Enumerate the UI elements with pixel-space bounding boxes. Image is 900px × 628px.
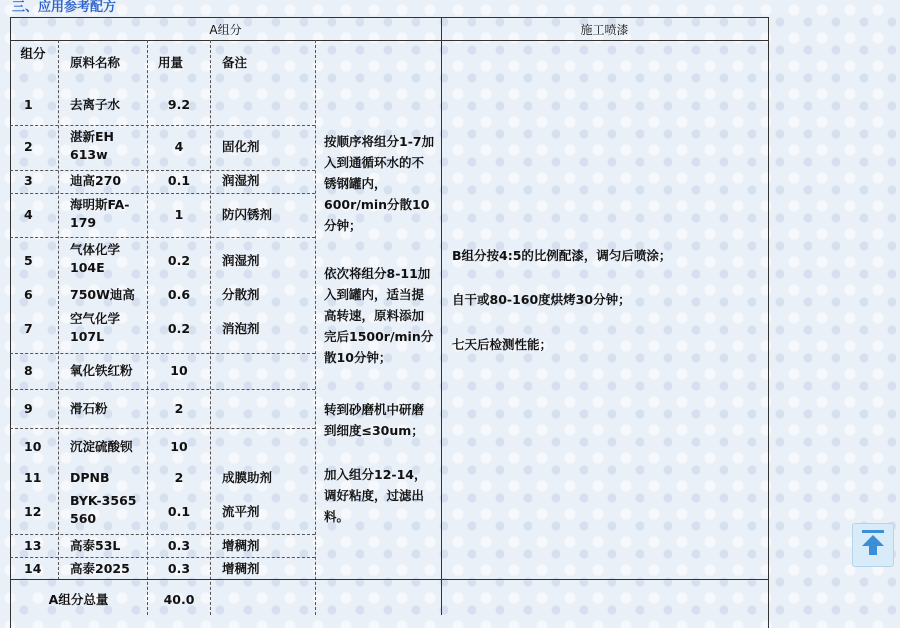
table-cell: 6 [24, 287, 33, 302]
table-cell: 5 [24, 253, 33, 268]
table-cell: 0.3 [167, 538, 191, 553]
group-a-header: A组分 [209, 23, 242, 37]
table-cell: 2 [174, 401, 184, 416]
table-cell: DPNB [70, 470, 110, 485]
table-cell: 9.2 [167, 97, 191, 112]
table-cell: 1 [24, 97, 33, 112]
table-cell: 4 [174, 139, 184, 154]
spray-note: 自干或80-160度烘烤30分钟； [452, 292, 631, 307]
table-cell: 0.6 [167, 287, 191, 302]
table-cell: 10 [170, 363, 188, 378]
table-cell: 10 [24, 439, 42, 454]
col-header-no: 组分 [20, 46, 46, 61]
section-title: 三、应用参考配方 [12, 0, 117, 15]
table-cell: 13 [24, 538, 42, 553]
table-cell: 增稠剂 [222, 561, 260, 576]
table-cell: 7 [24, 321, 33, 336]
table-cell: 0.1 [167, 173, 191, 188]
table-cell: 4 [24, 207, 33, 222]
table-cell: 9 [24, 401, 33, 416]
spray-header: 施工喷漆 [580, 23, 629, 37]
table-cell: 固化剂 [222, 139, 260, 154]
table-cell: 流平剂 [222, 504, 260, 519]
spray-note: 七天后检测性能； [452, 337, 553, 352]
table-cell: 空气化学107L [70, 311, 121, 344]
spray-note: B组分按4:5的比例配漆，调匀后喷涂； [452, 248, 672, 263]
table-cell: 去离子水 [70, 97, 121, 112]
table-cell: 14 [24, 561, 42, 576]
process-step: 依次将组分8-11加入到罐内，适当提高转速，原料添加完后1500r/min分散10分钟； [324, 266, 434, 365]
total-amount: 40.0 [163, 592, 195, 607]
table-cell: 3 [24, 173, 33, 188]
table-cell: 分散剂 [222, 287, 260, 302]
table-cell: 750W迪高 [70, 287, 135, 302]
table-cell: 0.3 [167, 561, 191, 576]
table-cell: 2 [174, 470, 184, 485]
table-cell: 增稠剂 [222, 538, 260, 553]
back-to-top-button[interactable] [852, 523, 894, 567]
table-cell: 成膜助剂 [222, 470, 273, 485]
arrow-up-icon [860, 529, 886, 561]
table-cell: 润湿剂 [222, 253, 260, 268]
table-cell: 迪高270 [70, 173, 122, 188]
process-step: 加入组分12-14，调好粘度，过滤出料。 [324, 467, 427, 524]
table-cell: 高泰53L [70, 538, 121, 553]
total-label: A组分总量 [48, 592, 109, 607]
col-header-amount: 用量 [158, 55, 184, 70]
table-cell: 0.2 [167, 321, 191, 336]
table-cell: 10 [170, 439, 188, 454]
table-cell: 气体化学104E [70, 242, 121, 275]
table-cell: 8 [24, 363, 33, 378]
table-cell: 1 [174, 207, 184, 222]
table-cell: 2 [24, 139, 33, 154]
table-cell: 11 [24, 470, 42, 485]
table-cell: 高泰2025 [70, 561, 130, 576]
col-header-remark: 备注 [222, 55, 248, 70]
process-step: 转到砂磨机中研磨到细度≤30um； [324, 402, 425, 438]
table-cell: 0.2 [167, 253, 191, 268]
table-cell: 消泡剂 [222, 321, 260, 336]
table-cell: 滑石粉 [70, 401, 108, 416]
table-cell: 氧化铁红粉 [70, 363, 133, 378]
table-cell: BYK-3565 560 [70, 493, 137, 526]
process-step: 按顺序将组分1-7加入到通循环水的不锈钢罐内，600r/min分散10分钟； [324, 134, 435, 233]
table-cell: 海明斯FA-179 [70, 197, 130, 230]
table-cell: 湛新EH 613w [70, 129, 115, 162]
table-cell: 0.1 [167, 504, 191, 519]
table-cell: 沉淀硫酸钡 [70, 439, 133, 454]
table-cell: 防闪锈剂 [222, 207, 273, 222]
col-header-material: 原料名称 [70, 55, 121, 70]
table-cell: 12 [24, 504, 42, 519]
table-cell: 润湿剂 [222, 173, 260, 188]
